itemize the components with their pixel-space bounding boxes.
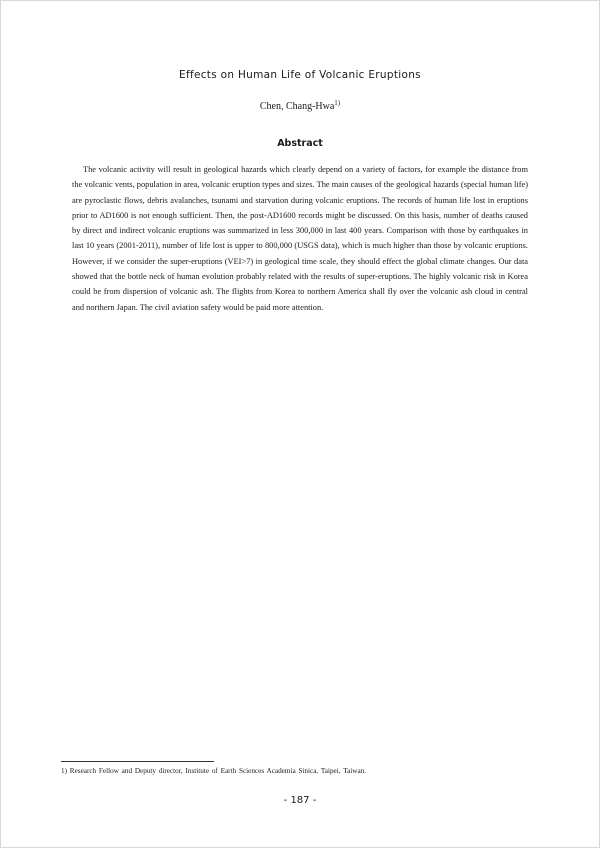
author-line <box>0 99 600 112</box>
author-name: Chen, Chang-Hwa <box>259 101 335 112</box>
abstract-body: The volcanic activity will result in geological hazards which clearly depend on a variety of factors, for example the distance from the volcanic vents, population in area, volcanic eruption types and sizes. The main causes of the geological hazards (special human life) are pyroclastic flows, debris avalanches, tsunami and starvation during volcanic eruptions. The records of human life lost in eruptions prior to AD1600 is not enough sufficient. Then, the post-AD1600 records might be discussed. On this basis, number of deaths caused by direct and indirect volcanic eruptions was summarized in less 300,000 in last 400 years. Comparison with those by earthquakes in last 10 years (2001-2011), number of life lost is upper to 800,000 (USGS data), which is much higher than those by volcanic eruptions. However, if we consider the super-eruptions (VEI>7) in geological time scale, they should effect the global climate changes. Our data showed that the bottle neck of human evolution probably related with the results of super-eruptions. The highly volcanic risk in Korea could be from dispersion of volcanic ash. The flights from Korea to northern America shall fly over the volcanic ash cloud in central and northern Japan. The civil aviation safety would be paid more attention. <box>72 165 528 312</box>
footnote-divider <box>61 761 214 762</box>
author-footnote-mark: 1) <box>334 99 341 107</box>
paper-title: Effects on Human Life of Volcanic Eruptions <box>179 69 421 81</box>
abstract-heading: Abstract <box>277 138 323 149</box>
footnote-affiliation: 1) Research Fellow and Deputy director, Institute of Earth Sciences Academia Sinica, Taipei, Taiwan. <box>61 767 367 775</box>
page-number: - 187 - <box>283 795 317 806</box>
